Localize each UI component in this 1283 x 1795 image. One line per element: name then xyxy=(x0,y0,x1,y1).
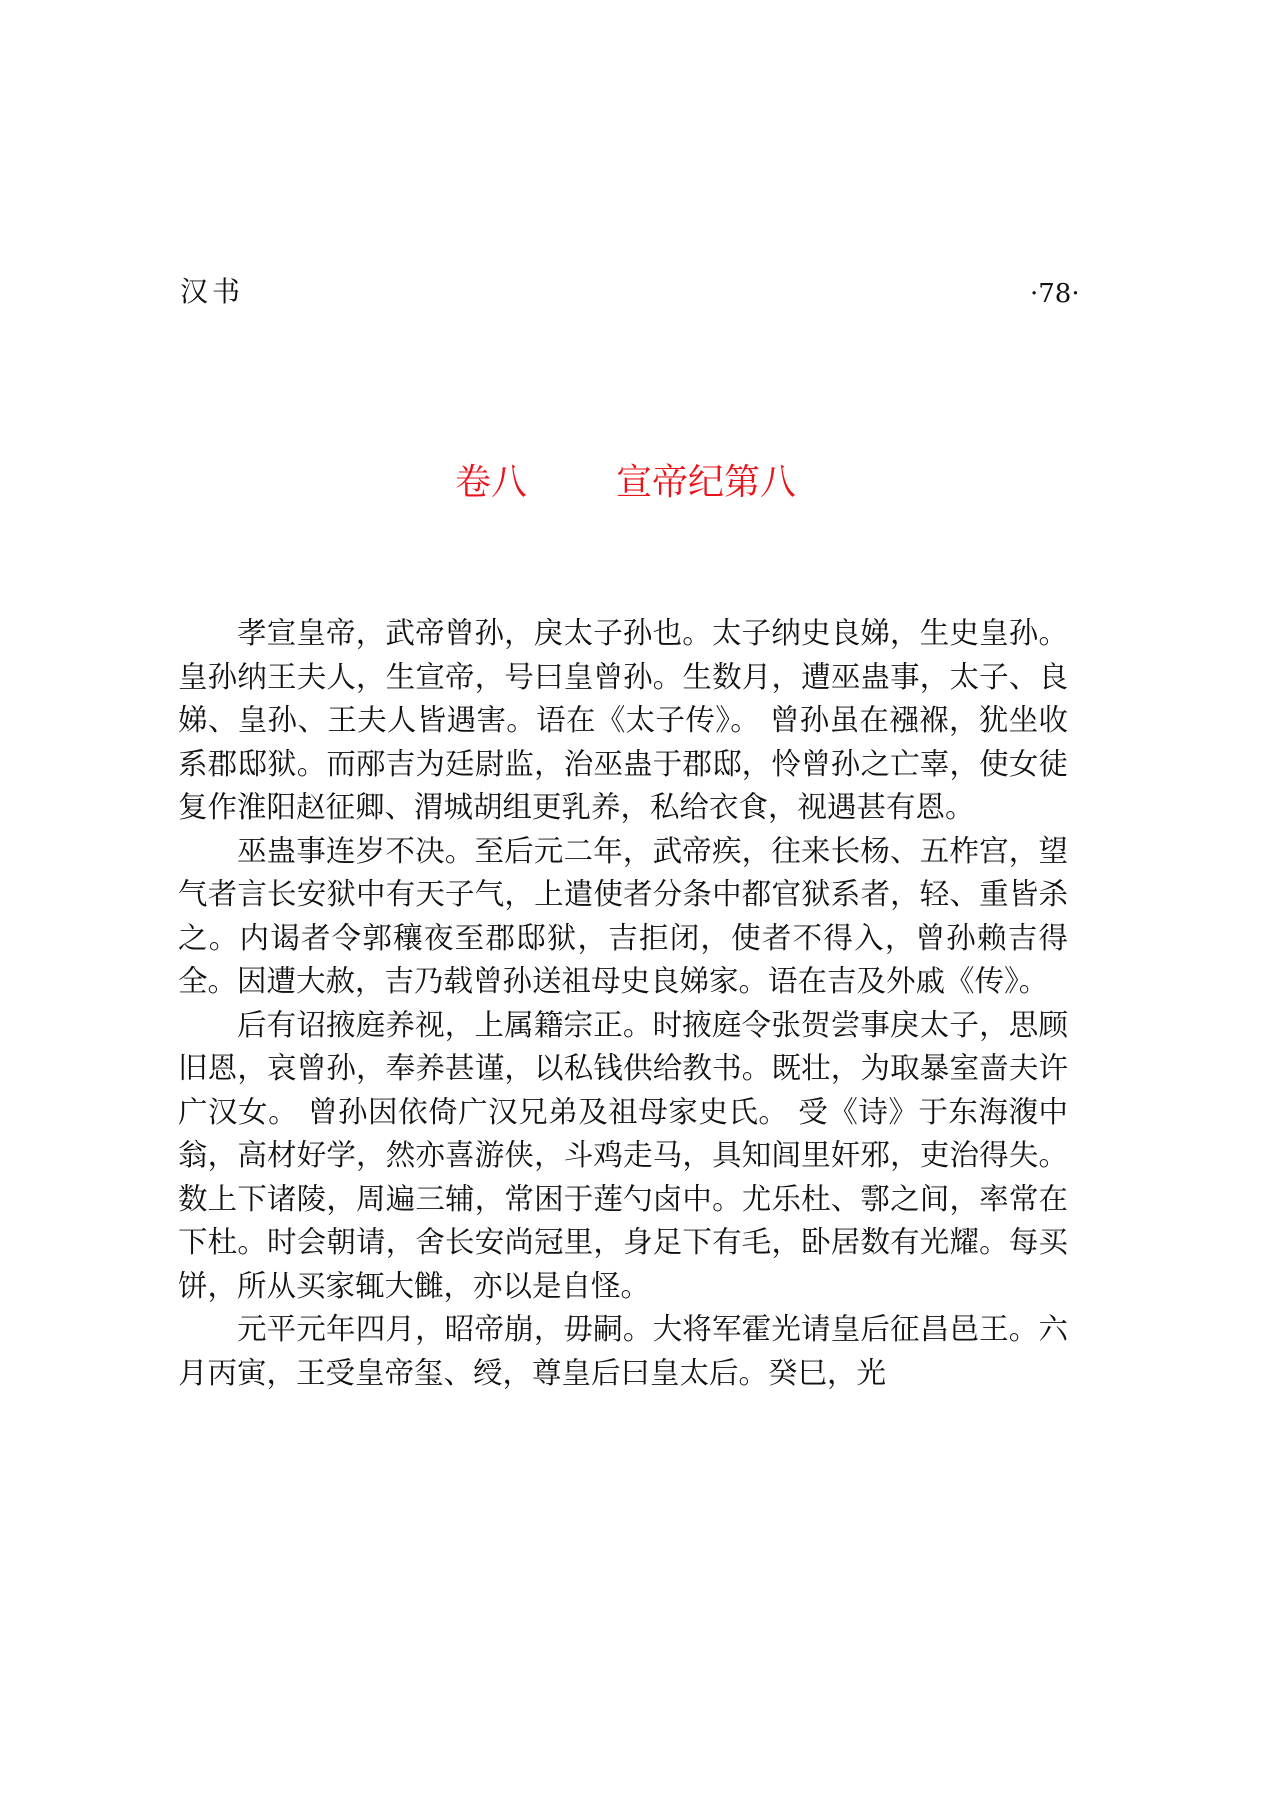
paragraph-3: 后有诏掖庭养视，上属籍宗正。时掖庭令张贺尝事戾太子，思顾旧恩，哀曾孙，奉养甚谨，以私钱供给教书。既壮，为取暴室啬夫许广汉女。 曾孙因依倚广汉兄弟及祖母家史氏。 受《诗》于东海澓中翁，高材好学，然亦喜游侠，斗鸡走马，具知闾里奸邪，吏治得失。数上下诸陵，周遍三辅，常困于莲勺卤中。尤乐杜、鄠之间，率常在下杜。时会朝请，舍长安尚冠里，身足下有毛，卧居数有光耀。每买饼，所从买家辄大雠，亦以是自怪。 xyxy=(178,1007,1068,1303)
paragraph-1: 孝宣皇帝，武帝曾孙，戾太子孙也。太子纳史良娣，生史皇孙。皇孙纳王夫人，生宣帝，号曰皇曾孙。生数月，遭巫蛊事，太子、良娣、皇孙、王夫人皆遇害。语在《太子传》。 曾孙虽在襁褓，犹坐收系郡邸狱。而邴吉为廷尉监，治巫蛊于郡邸，怜曾孙之亡辜，使女徒复作淮阳赵征卿、渭城胡组更乳养，私给衣食，视遇甚有恩。 xyxy=(178,616,1068,824)
body-text xyxy=(178,612,1068,1395)
paragraph-4: 元平元年四月，昭帝崩，毋嗣。大将军霍光请皇后征昌邑王。六月丙寅，王受皇帝玺、绶，尊皇后曰皇太后。癸巳，光 xyxy=(178,1312,1068,1390)
book-title: 汉书 xyxy=(180,275,245,308)
page-number: ·78· xyxy=(1030,279,1080,309)
chapter-title: 宣帝纪第八 xyxy=(616,462,797,503)
paragraph-2: 巫蛊事连岁不决。至后元二年，武帝疾，往来长杨、五柞宫，望气者言长安狱中有天子气，上遣使者分条中都官狱系者，轻、重皆杀之。内谒者令郭穰夜至郡邸狱，吉拒闭，使者不得入，曾孙赖吉得全。因遭大赦，吉乃载曾孙送祖母史良娣家。语在吉及外戚《传》。 xyxy=(178,833,1068,998)
chapter-volume: 卷八 xyxy=(455,462,528,503)
